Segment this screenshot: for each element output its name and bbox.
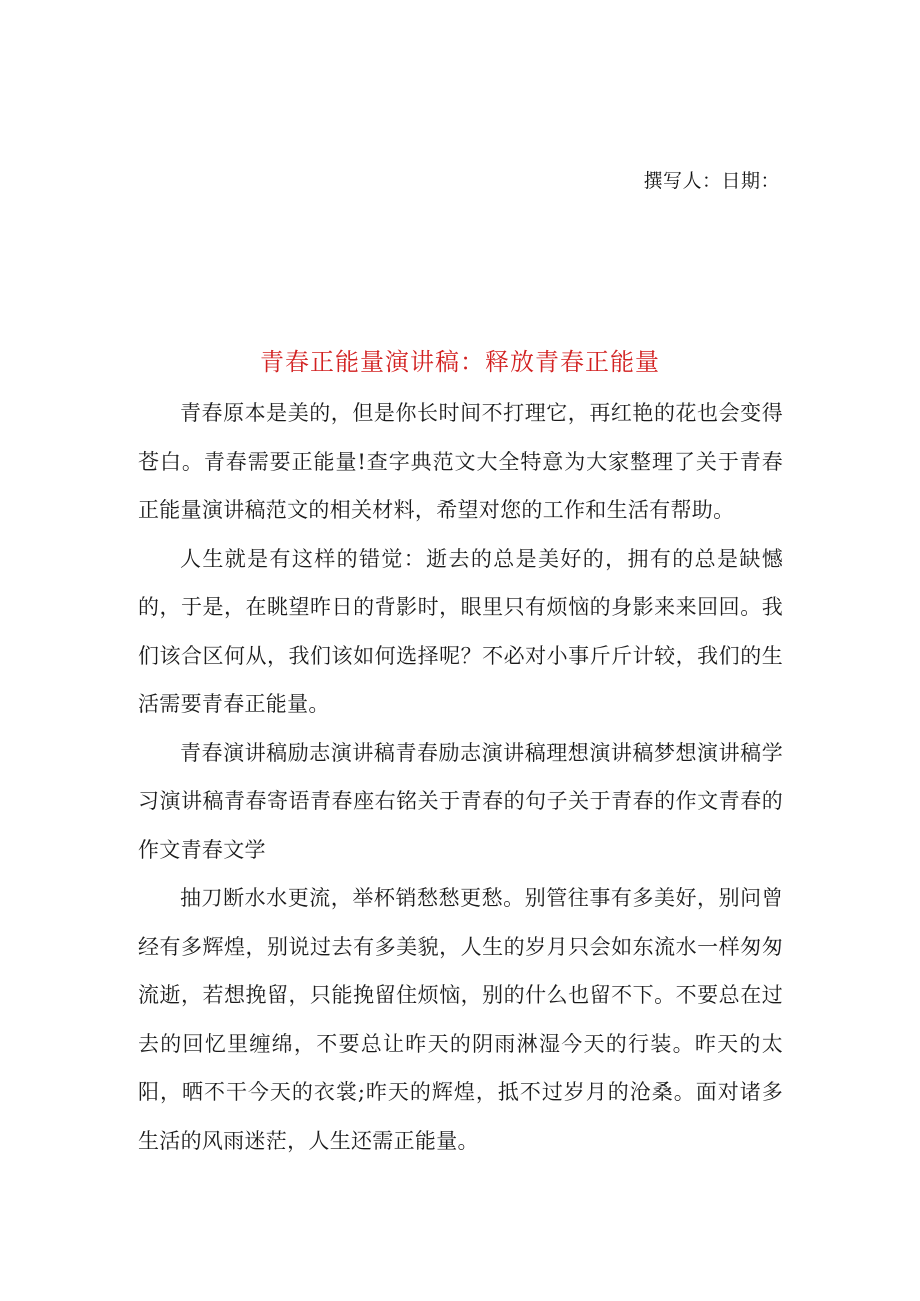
document-body xyxy=(138,389,783,1165)
author-date-line: 撰写人：日期： xyxy=(643,170,780,192)
paragraph-past-memories: 抽刀断水水更流，举杯销愁愁更愁。别管往事有多美好，别问曾经有多辉煌，别说过去有多美貌，人生的岁月只会如东流水一样匆匆流逝，若想挽留，只能挽留住烦恼，别的什么也留不下。不要总在过去的回忆里缠绵，不要总让昨天的阴雨淋湿今天的行装。昨天的太阳，晒不干今天的衣裳;昨天的辉煌，抵不过岁月的沧桑。面对诸多生活的风雨迷茫，人生还需正能量。 xyxy=(138,886,783,1153)
paragraph-intro: 青春原本是美的，但是你长时间不打理它，再红艳的花也会变得苍白。青春需要正能量!查字典范文大全特意为大家整理了关于青春正能量演讲稿范文的相关材料，希望对您的工作和生活有帮助。 xyxy=(138,401,783,522)
document-title: 青春正能量演讲稿：释放青春正能量 xyxy=(260,348,660,376)
paragraph-illusion: 人生就是有这样的错觉：逝去的总是美好的，拥有的总是缺憾的，于是，在眺望昨日的背影时，眼里只有烦恼的身影来来回回。我们该合区何从，我们该如何选择呢？不必对小事斤斤计较，我们的生活需要青春正能量。 xyxy=(138,546,783,716)
paragraph-related-topics: 青春演讲稿励志演讲稿青春励志演讲稿理想演讲稿梦想演讲稿学习演讲稿青春寄语青春座右铭关于青春的句子关于青春的作文青春的作文青春文学 xyxy=(138,740,783,862)
